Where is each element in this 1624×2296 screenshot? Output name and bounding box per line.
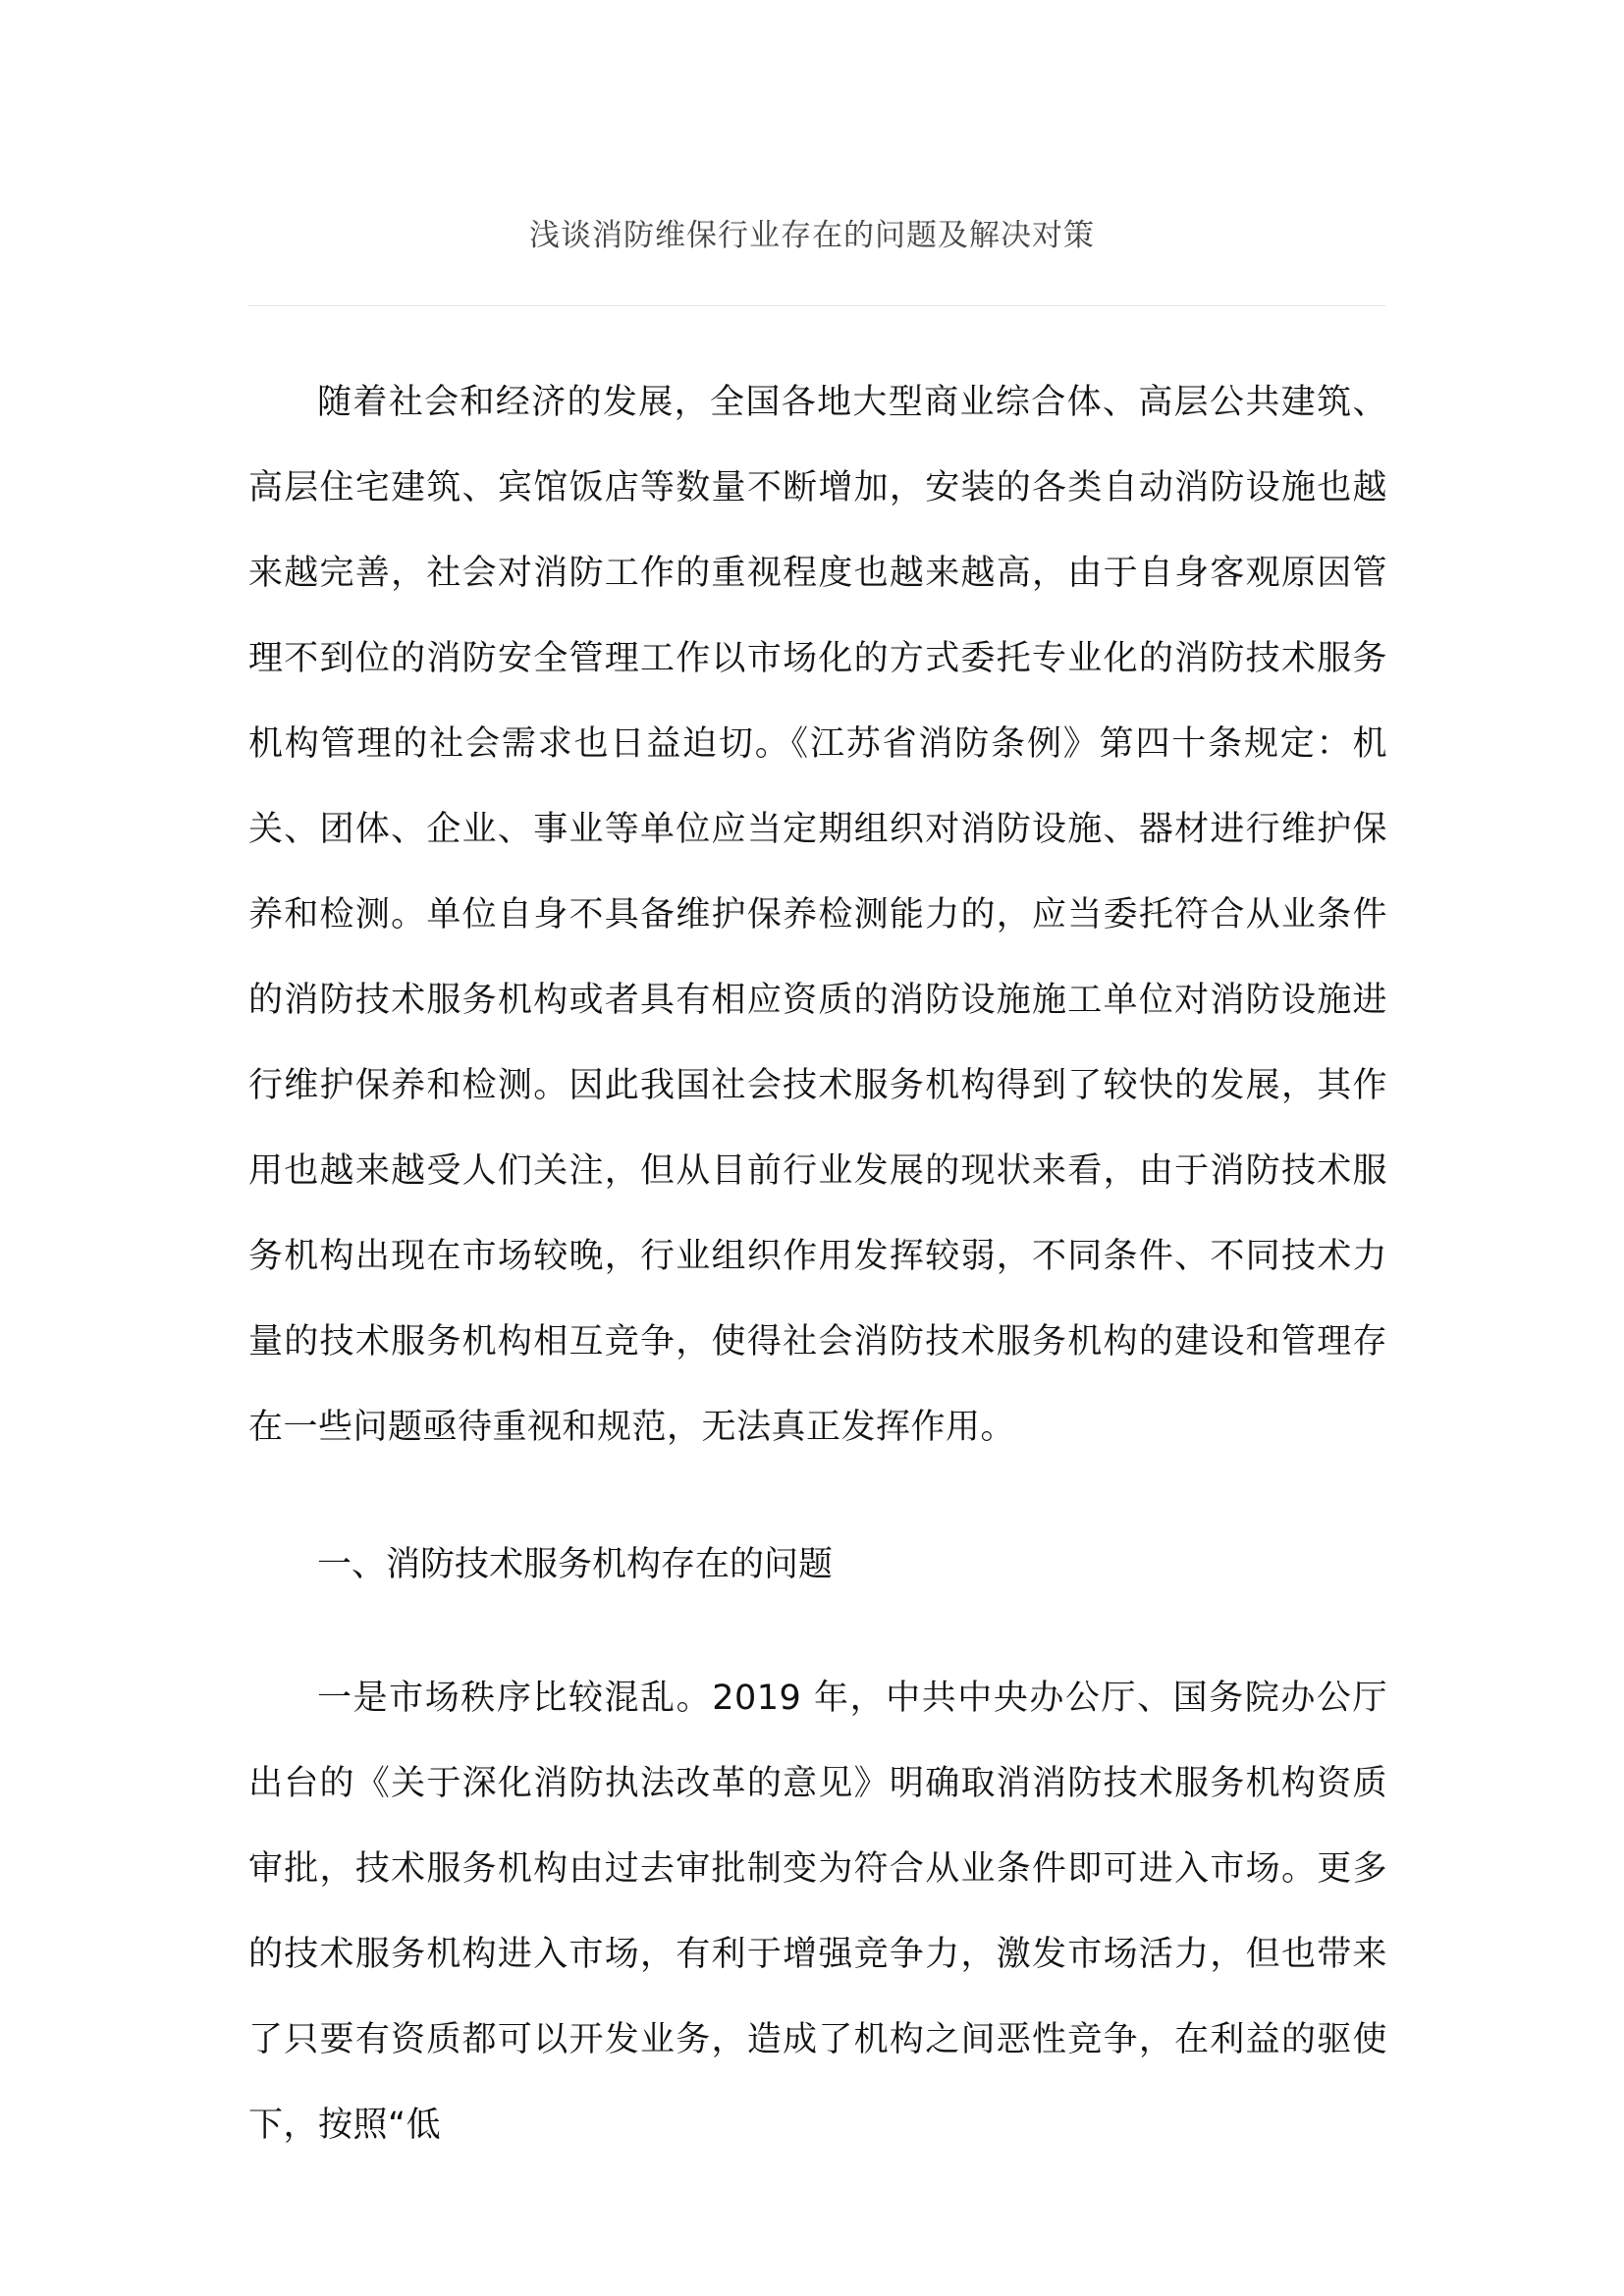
section-paragraph: 一是市场秩序比较混乱。2019 年，中共中央办公厅、国务院办公厅出台的《关于深化消防执法改革的意见》明确取消消防技术服务机构资质审批，技术服务机构由过去审批制变为符合从业条件即可进入市场。更多的技术服务机构进入市场，有利于增强竞争力，激发市场活力，但也带来了只要有资质都可以开发业务，造成了机构之间恶性竞争，在利益的驱使下，按照“低	[248, 1679, 1387, 2145]
document-title: 浅谈消防维保行业存在的问题及解决对策	[529, 218, 1095, 253]
section-heading: 一、消防技术服务机构存在的问题	[317, 1545, 834, 1584]
title-divider	[248, 305, 1386, 306]
intro-paragraph: 随着社会和经济的发展，全国各地大型商业综合体、高层公共建筑、高层住宅建筑、宾馆饭店等数量不断增加，安装的各类自动消防设施也越来越完善，社会对消防工作的重视程度也越来越高，由于自身客观原因管理不到位的消防安全管理工作以市场化的方式委托专业化的消防技术服务机构管理的社会需求也日益迫切。《江苏省消防条例》第四十条规定：机关、团体、企业、事业等单位应当定期组织对消防设施、器材进行维护保养和检测。单位自身不具备维护保养检测能力的，应当委托符合从业条件的消防技术服务机构或者具有相应资质的消防设施施工单位对消防设施进行维护保养和检测。因此我国社会技术服务机构得到了较快的发展，其作用也越来越受人们关注，但从目前行业发展的现状来看，由于消防技术服务机构出现在市场较晚，行业组织作用发挥较弱，不同条件、不同技术力量的技术服务机构相互竞争，使得社会消防技术服务机构的建设和管理存在一些问题亟待重视和规范，无法真正发挥作用。	[248, 383, 1387, 1447]
